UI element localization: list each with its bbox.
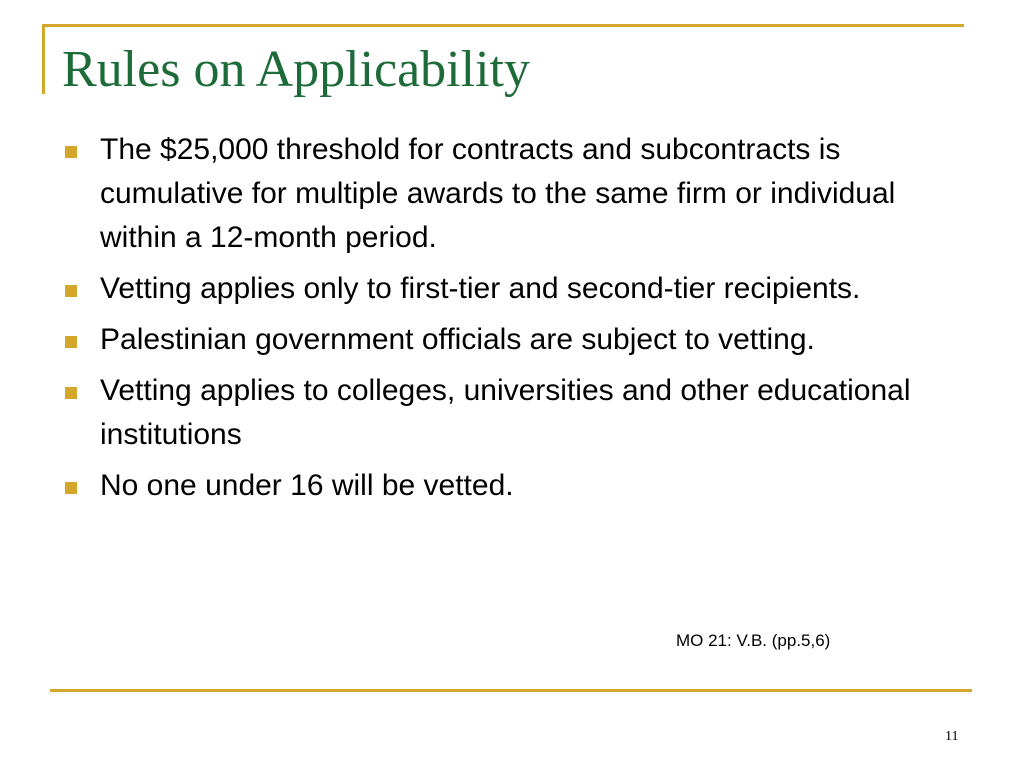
bullet-item xyxy=(62,267,972,311)
square-bullet-icon xyxy=(65,387,77,399)
square-bullet-icon xyxy=(65,336,77,348)
left-rule-line xyxy=(42,24,45,94)
square-bullet-icon xyxy=(65,285,77,297)
slide-title: Rules on Applicability xyxy=(62,41,530,98)
bullet-text: Vetting applies to colleges, universities and other educational institutions xyxy=(100,374,911,451)
page-number: 11 xyxy=(945,729,959,744)
bullet-item xyxy=(62,369,972,457)
bullet-text: Palestinian government officials are subject to vetting. xyxy=(100,323,815,356)
bullet-item xyxy=(62,128,972,260)
bullet-item xyxy=(62,318,972,362)
bottom-rule-line xyxy=(50,689,972,692)
bullet-text: Vetting applies only to first-tier and second-tier recipients. xyxy=(100,272,861,305)
bullet-text: No one under 16 will be vetted. xyxy=(100,469,514,502)
bullet-text: The $25,000 threshold for contracts and subcontracts is cumulative for multiple awards to the same firm or individual within a 12-month period. xyxy=(100,133,896,254)
source-reference: MO 21: V.B. (pp.5,6) xyxy=(676,631,831,650)
square-bullet-icon xyxy=(65,146,77,158)
bullet-item xyxy=(62,464,972,508)
top-rule-line xyxy=(42,24,964,27)
bullet-list xyxy=(62,128,972,515)
square-bullet-icon xyxy=(65,482,77,494)
